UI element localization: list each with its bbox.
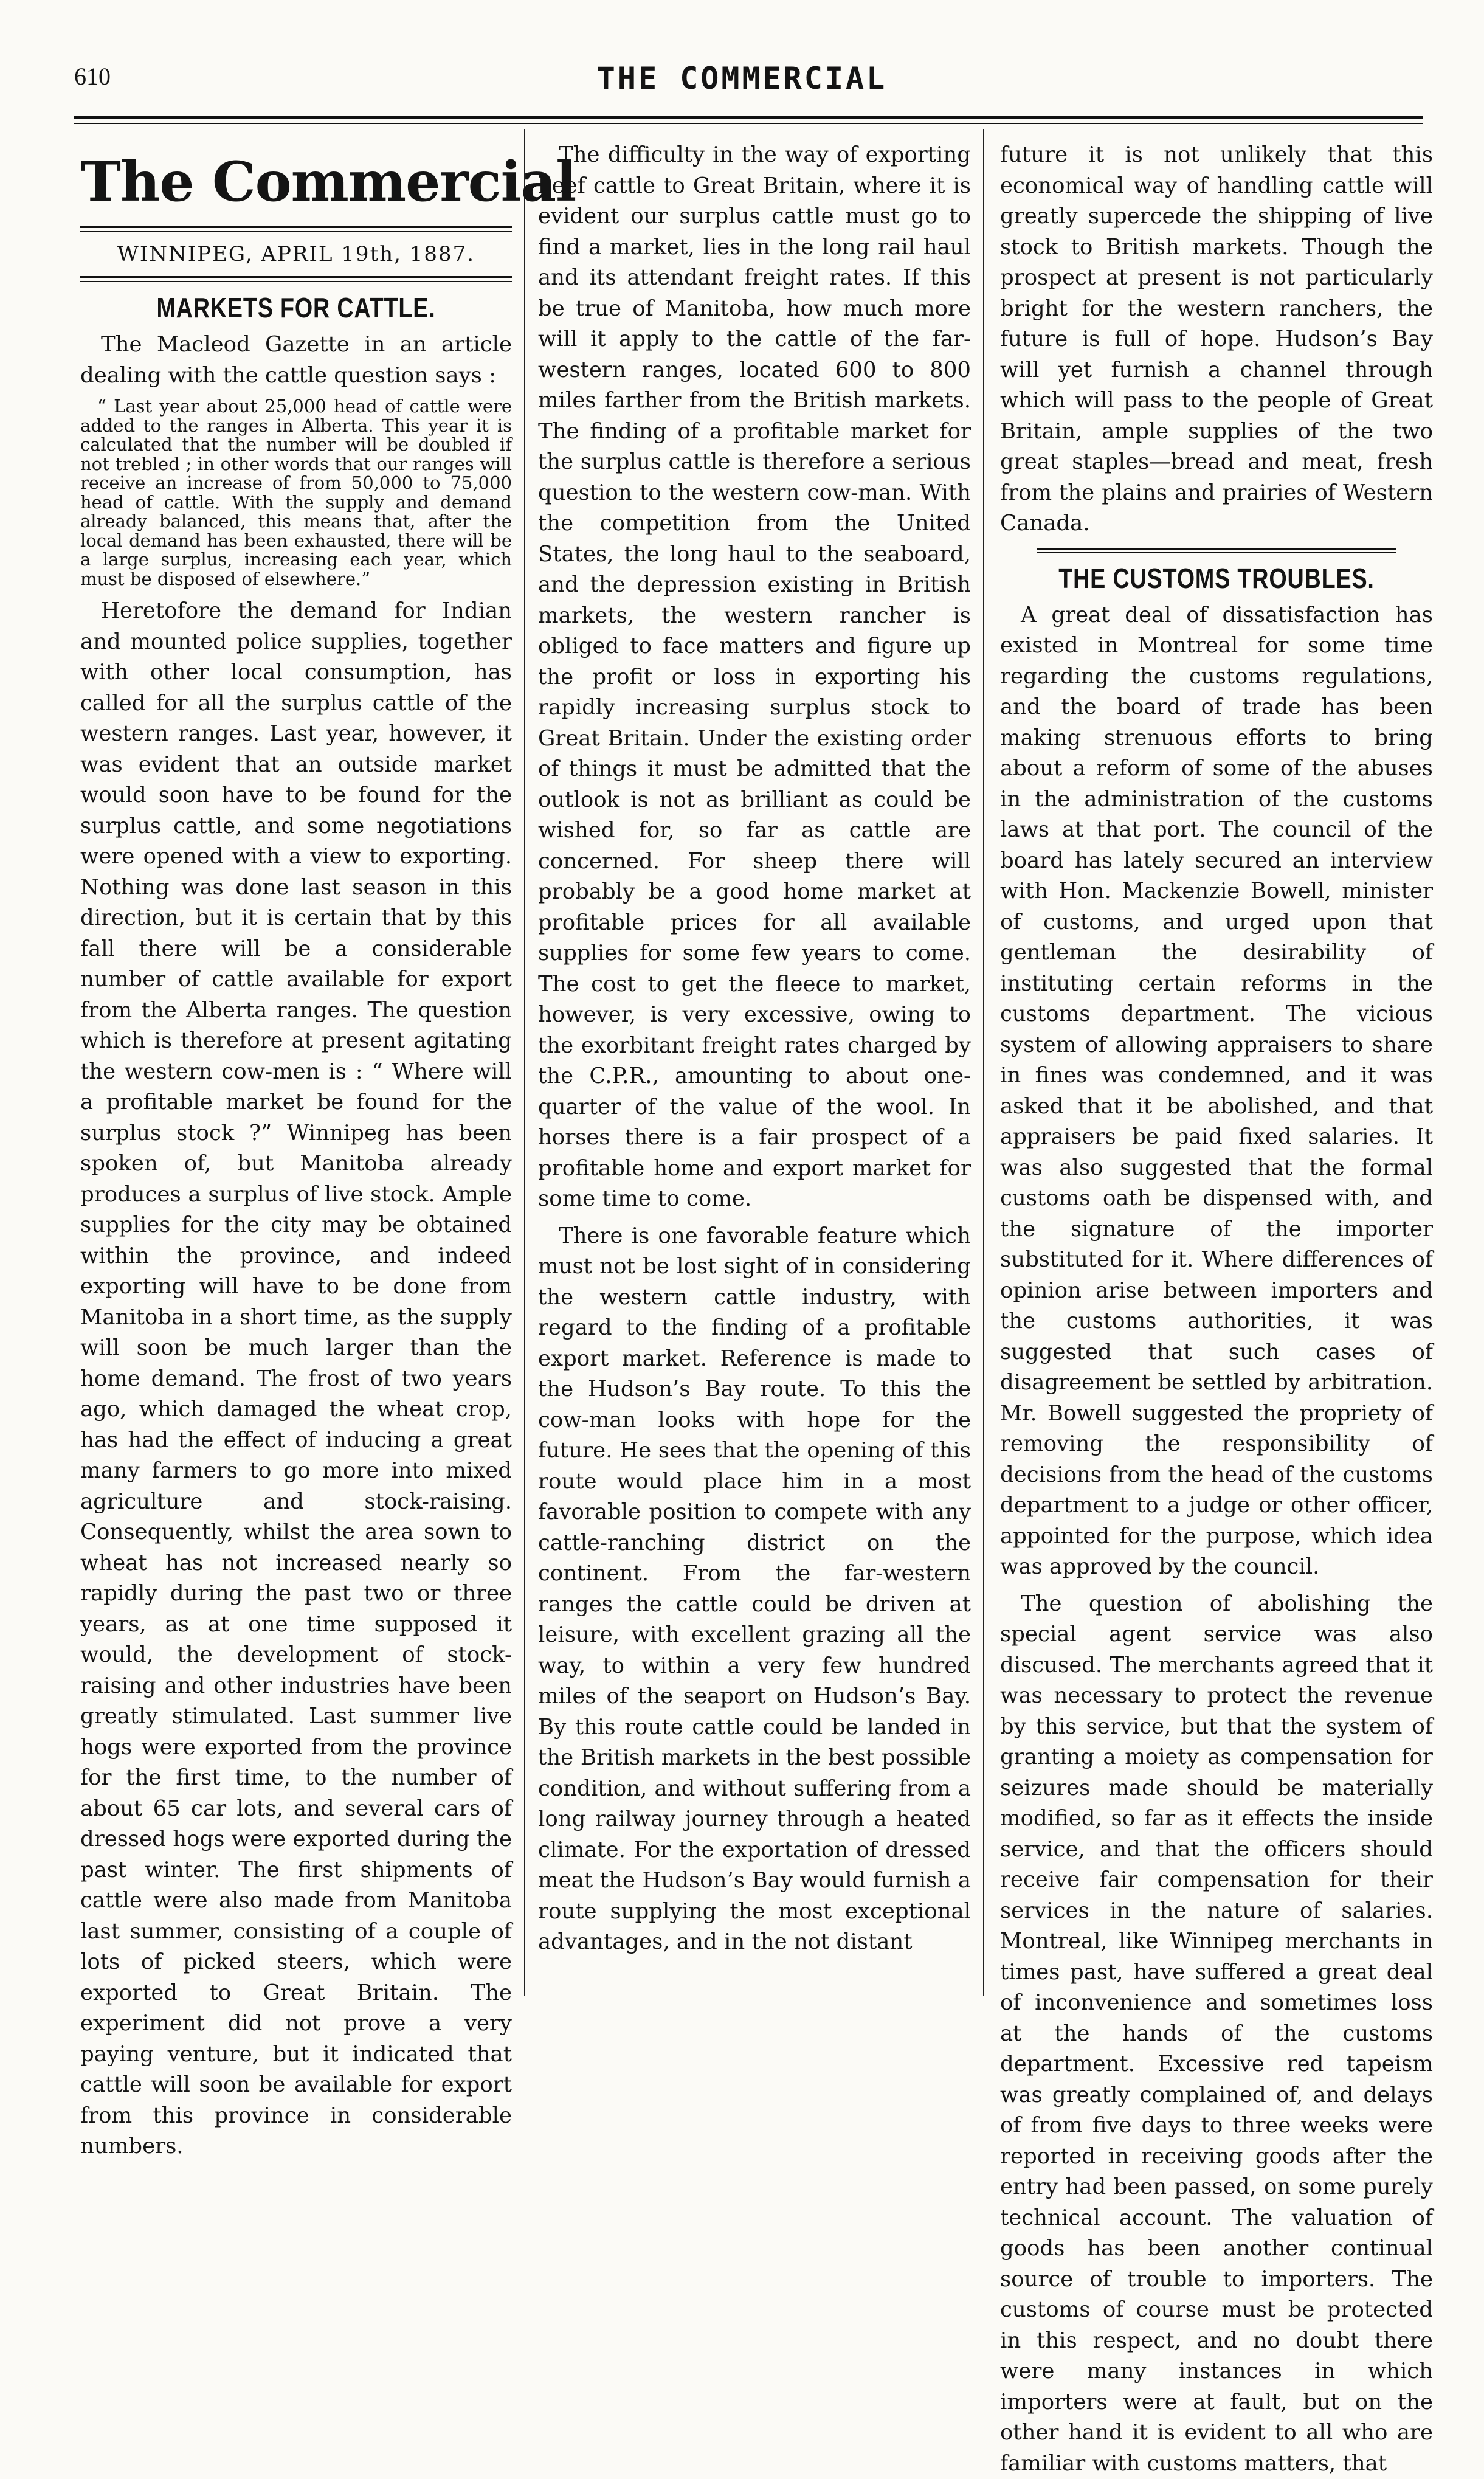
section-rule xyxy=(1037,548,1396,553)
article-paragraph: The question of abolishing the special agent service was also discused. The merchants agreed that it was necessary to protect the revenue by this service, but that the system of granting a moiety as compensation for seizures made should be materially modified, so far as it effects the inside service, and that the officers should receive fair compensation for their services in the nature of salaries. Montreal, like Winnipeg merchants in times past, have suffered a great deal of inconvenience and sometimes loss at the hands of the customs department. Excessive red tapeism was greatly complained of, and delays of from five days to three weeks were reported in receiving goods after the entry had been passed, on some purely technical account. The valuation of goods has been another continual source of trouble to importers. The customs of course must be protected in this respect, and no doubt there were many instances in which importers were at fault, but on the other hand it is evident to all who are familiar with customs matters, that xyxy=(1000,1589,1433,2479)
running-head: THE COMMERCIAL xyxy=(0,61,1484,96)
article-headline: THE CUSTOMS TROUBLES. xyxy=(1039,559,1394,598)
article-paragraph: A great deal of dissatisfaction has existed in Montreal for some time regarding the customs regulations, and the board of trade has been making strenuous efforts to bring about a reform of some of the abuses in the administration of the customs laws at that port. The council of the board has lately secured an interview with Hon. Mackenzie Bowell, minister of customs, and urged upon that gentleman the desirability of instituting certain reforms in the customs department. The vicious system of allowing appraisers to share in fines was condemned, and it was asked that it be abolished, and that appraisers be paid fixed salaries. It was also suggested that the formal customs oath be dispensed with, and the signature of the importer substituted for it. Where differences of opinion arise between importers and the customs authorities, it was suggested that such cases of disagreement be settled by arbitration. Mr. Bowell suggested the propriety of removing the responsibility of decisions from the head of the customs department to a judge or other officer, appointed for the purpose, which idea was approved by the council. xyxy=(1000,600,1433,1583)
top-rule xyxy=(74,116,1423,124)
article-paragraph: Heretofore the demand for Indian and mounted police supplies, together with other local consumption, has called for all the surplus cattle of the western ranges. Last year, however, it was evident that an outside market would soon have to be found for the surplus cattle, and some negotiations were opened with a view to exporting. Nothing was done last season in this direction, but it is certain that by this fall there will be a considerable number of cattle available for export from the Alberta ranges. The question which is therefore at present agitating the western cow-men is : “ Where will a profitable market be found for the surplus stock ?” Winnipeg has been spoken of, but Manitoba already produces a surplus of live stock. Ample supplies for the city may be obtained within the province, and indeed exporting will have to be done from Manitoba in a short time, as the supply will soon be much larger than the home demand. The frost of two years ago, which damaged the wheat crop, has had the effect of inducing a great many farmers to go more into mixed agriculture and stock-raising. Consequently, whilst the area sown to wheat has not increased nearly so rapidly during the past two or three years, as at one time supposed it would, the development of stock-raising and other industries have been greatly stimulated. Last summer live hogs were exported from the province for the first time, to the number of about 65 car lots, and several cars of dressed hogs were exported during the past winter. The first shipments of cattle were also made from Manitoba last summer, consisting of a couple of lots of picked steers, which were exported to Great Britain. The experiment did not prove a very paying venture, but it indicated that cattle will soon be available for export from this province in considerable numbers. xyxy=(80,596,512,2162)
column-2 xyxy=(538,140,971,1982)
article-headline: MARKETS FOR CATTLE. xyxy=(119,288,473,327)
page-number: 610 xyxy=(74,62,111,91)
article-quote: “ Last year about 25,000 head of cattle were added to the ranges in Alberta. This year it is calculated that the number will be doubled if not trebled ; in other words that our ranges will receive an increase of from 50,000 to 75,000 head of cattle. With the supply and demand already balanced, this means that, after the local demand has been exhausted, there will be a large surplus, increasing each year, which must be disposed of elsewhere.” xyxy=(80,397,512,589)
article-intro: The Macleod Gazette in an article dealing with the cattle question says : xyxy=(80,330,512,391)
dateline-rule xyxy=(80,276,512,282)
article-paragraph: There is one favorable feature which must not be lost sight of in considering the western cattle industry, with regard to the finding of a profitable export market. Reference is made to the Hudson’s Bay route. To this the cow-man looks with hope for the future. He sees that the opening of this route would place him in a most favorable position to compete with any cattle-ranching district on the continent. From the far-western ranges the cattle could be driven at leisure, with excellent grazing all the way, to within a very few hundred miles of the seaport on Hudson’s Bay. By this route cattle could be landed in the British markets in the best possible condition, and without suffering from a long railway journey through a heated climate. For the exportation of dressed meat the Hudson’s Bay would furnish a route supplying the most exceptional advantages, and in the not distant xyxy=(538,1221,971,1958)
masthead-rule xyxy=(80,226,512,232)
column-1 xyxy=(80,140,512,1982)
masthead-title: The Commercial xyxy=(80,142,512,221)
column-divider xyxy=(983,129,984,1996)
article-paragraph-continued: future it is not unlikely that this economical way of handling cattle will greatly supercede the shipping of live stock to British markets. Though the prospect at present is not particularly bright for the western ranchers, the future is full of hope. Hudson’s Bay will yet furnish a channel through which will pass to the people of Great Britain, ample supplies of the two great staples—bread and meat, fresh from the plains and prairies of Western Canada. xyxy=(1000,140,1433,539)
article-paragraph: The difficulty in the way of exporting beef cattle to Great Britain, where it is evident our surplus cattle must go to find a market, lies in the long rail haul and its attendant freight rates. If this be true of Manitoba, how much more will it apply to the cattle of the far-western ranges, located 600 to 800 miles farther from the British markets. The finding of a profitable market for the surplus cattle is therefore a serious question to the western cow-man. With the competition from the United States, the long haul to the seaboard, and the depression existing in British markets, the western rancher is obliged to face matters and figure up the profit or loss in exporting his rapidly increasing surplus stock to Great Britain. Under the existing order of things it must be admitted that the outlook is not as brilliant as could be wished for, so far as cattle are concerned. For sheep there will probably be a good home market at profitable prices for all available supplies for some few years to come. The cost to get the fleece to market, however, is very excessive, owing to the exorbitant freight rates charged by the C.P.R., amounting to about one-quarter of the value of the wool. In horses there is a fair prospect of a profitable home and export market for some time to come. xyxy=(538,140,971,1215)
dateline: WINNIPEG, APRIL 19th, 1887. xyxy=(80,237,512,271)
column-3 xyxy=(1000,140,1433,1982)
column-divider xyxy=(524,129,525,1996)
